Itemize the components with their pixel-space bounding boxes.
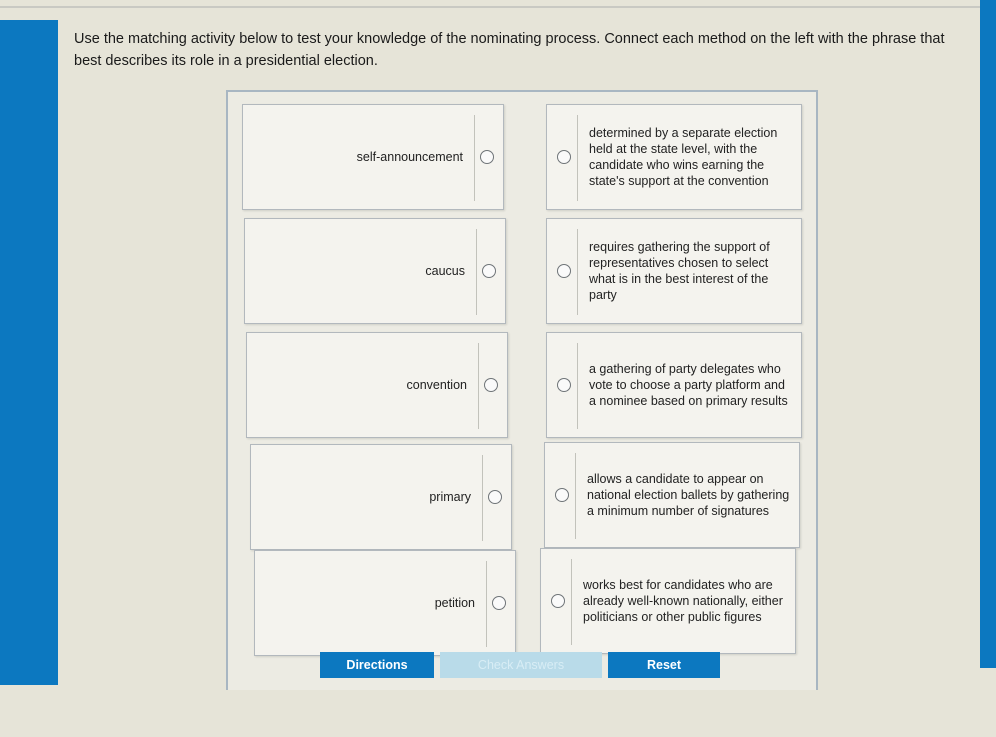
- method-label: caucus: [425, 264, 465, 278]
- description-text: allows a candidate to appear on national election ballets by gathering a minimum number of signatures: [587, 472, 790, 518]
- method-card-convention[interactable]: [246, 332, 508, 438]
- method-label: petition: [434, 596, 475, 610]
- match-radio[interactable]: [492, 596, 506, 610]
- match-radio[interactable]: [551, 594, 565, 608]
- description-text: requires gathering the support of representatives chosen to select what is in the best interest of the party: [589, 240, 770, 302]
- card-divider: [571, 559, 572, 645]
- left-accent-bar: [0, 20, 58, 685]
- card-divider: [486, 561, 487, 647]
- match-radio[interactable]: [555, 488, 569, 502]
- description-card-3[interactable]: [546, 332, 802, 438]
- right-accent-bar: [980, 0, 996, 668]
- card-divider: [474, 115, 475, 201]
- method-label: convention: [406, 378, 467, 392]
- method-card-primary[interactable]: [250, 444, 512, 550]
- match-radio[interactable]: [488, 490, 502, 504]
- top-divider: [0, 6, 996, 8]
- matching-panel: [226, 90, 818, 690]
- instructions-text: Use the matching activity below to test your knowledge of the nominating process. Connect each method on the left with the phrase that best describes its role in a presidential election.: [74, 31, 945, 69]
- check-answers-button[interactable]: Check Answers: [440, 652, 602, 678]
- match-radio[interactable]: [484, 378, 498, 392]
- directions-button[interactable]: Directions: [320, 652, 434, 678]
- match-radio[interactable]: [557, 264, 571, 278]
- method-card-caucus[interactable]: [244, 218, 506, 324]
- card-divider: [577, 115, 578, 201]
- card-divider: [575, 453, 576, 539]
- description-text: works best for candidates who are already well-known nationally, either politicians or other public figures: [583, 578, 783, 624]
- description-card-2[interactable]: [546, 218, 802, 324]
- reset-button[interactable]: Reset: [608, 652, 720, 678]
- match-radio[interactable]: [482, 264, 496, 278]
- description-card-1[interactable]: [546, 104, 802, 210]
- method-card-petition[interactable]: [254, 550, 516, 656]
- description-text: a gathering of party delegates who vote to choose a party platform and a nominee based on primary results: [589, 362, 788, 408]
- description-text: determined by a separate election held at the state level, with the candidate who wins earning the state's support at the convention: [589, 126, 778, 188]
- method-card-self-announcement[interactable]: [242, 104, 504, 210]
- description-card-5[interactable]: [540, 548, 796, 654]
- method-label: primary: [429, 490, 471, 504]
- match-radio[interactable]: [557, 378, 571, 392]
- description-card-4[interactable]: [544, 442, 800, 548]
- match-radio[interactable]: [557, 150, 571, 164]
- method-label: self-announcement: [356, 150, 463, 164]
- card-divider: [482, 455, 483, 541]
- card-divider: [476, 229, 477, 315]
- card-divider: [478, 343, 479, 429]
- match-radio[interactable]: [480, 150, 494, 164]
- card-divider: [577, 229, 578, 315]
- card-divider: [577, 343, 578, 429]
